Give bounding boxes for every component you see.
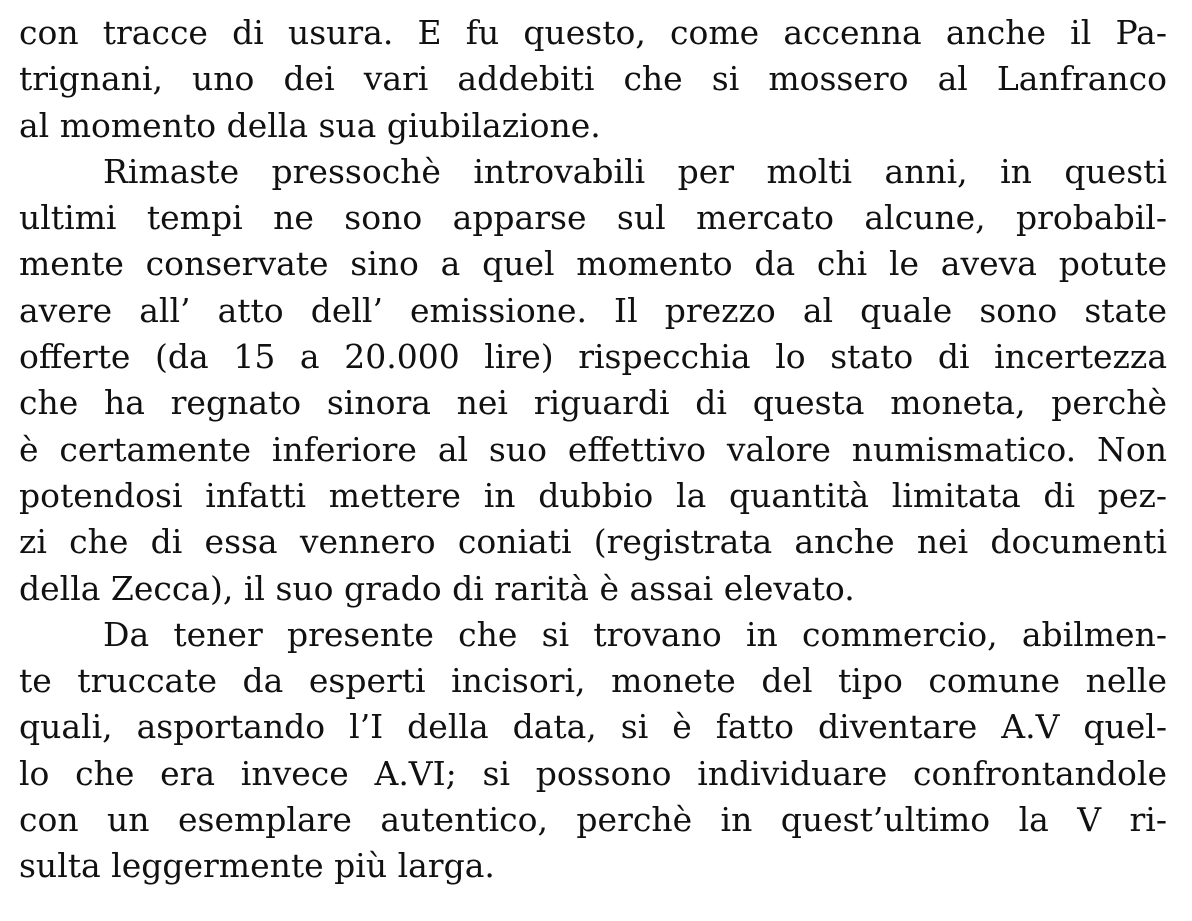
text-line: con un esemplare autentico, perchè in quest’ultimo la V ri- [19, 800, 1167, 840]
paragraph-1 [19, 10, 1167, 149]
text-line: al momento della sua giubilazione. [19, 105, 601, 145]
text-line: avere all’ atto dell’ emissione. Il prezzo al quale sono state [19, 290, 1167, 330]
text-line: lo che era invece A.VI; si possono individuare confrontandole [19, 753, 1167, 793]
text-line: te truccate da esperti incisori, monete del tipo comune nelle [19, 661, 1167, 701]
document-page [19, 10, 1167, 890]
text-line: ultimi tempi ne sono apparse sul mercato alcune, probabil- [19, 198, 1167, 238]
text-line: sulta leggermente più larga. [19, 846, 495, 886]
text-line: con tracce di usura. E fu questo, come accenna anche il Pa- [19, 13, 1167, 52]
paragraph-3 [19, 612, 1167, 890]
text-line: Rimaste pressochè introvabili per molti anni, in questi [103, 151, 1167, 191]
text-line: offerte (da 15 a 20.000 lire) rispecchia lo stato di incertezza [19, 337, 1167, 377]
paragraph-2 [19, 149, 1167, 612]
text-line: quali, asportando l’I della data, si è fatto diventare A.V quel- [19, 707, 1167, 747]
text-line: zi che di essa vennero coniati (registrata anche nei documenti [19, 522, 1167, 562]
text-line: trignani, uno dei vari addebiti che si mossero al Lanfranco [19, 59, 1167, 99]
text-line: Da tener presente che si trovano in commercio, abilmen- [103, 614, 1167, 654]
text-line: che ha regnato sinora nei riguardi di questa moneta, perchè [19, 383, 1167, 423]
text-line: mente conservate sino a quel momento da chi le aveva potute [19, 244, 1167, 284]
text-line: della Zecca), il suo grado di rarità è assai elevato. [19, 568, 855, 608]
text-line: è certamente inferiore al suo effettivo valore numismatico. Non [19, 429, 1167, 469]
text-line: potendosi infatti mettere in dubbio la quantità limitata di pez- [19, 475, 1167, 515]
